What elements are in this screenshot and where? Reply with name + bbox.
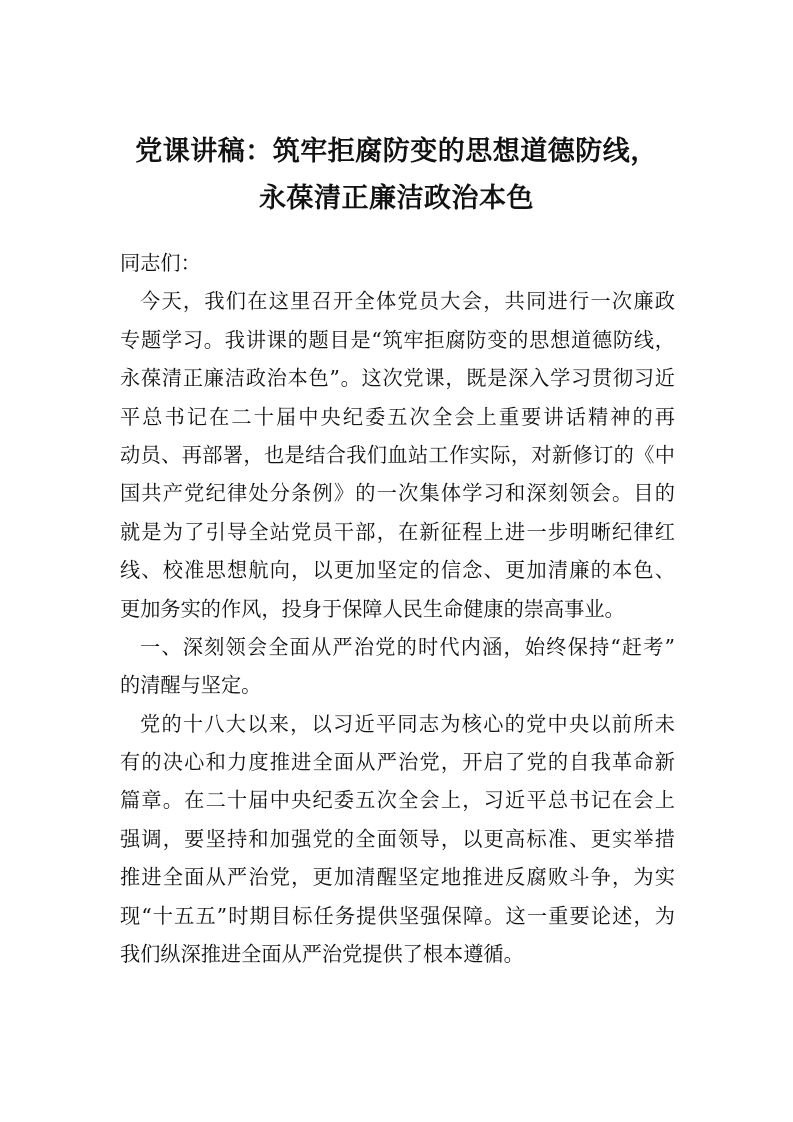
- paragraph-line: 今天，我们在这里召开全体党员大会，共同进行一次廉政: [140, 289, 675, 314]
- section-heading-line: 一、深刻领会全面从严治党的时代内涵，始终保持“赶考”: [140, 634, 675, 659]
- paragraph-line: 平总书记在二十届中央纪委五次全会上重要讲话精神的再: [120, 404, 675, 429]
- paragraph-line: 动员、再部署，也是结合我们血站工作实际，对新修订的《中: [120, 442, 675, 467]
- salutation: 同志们：: [120, 251, 201, 275]
- paragraph-line: 现“十五五”时期目标任务提供坚强保障。这一重要论述，为: [120, 903, 675, 928]
- paragraph-line: 推进全面从严治党，更加清醒坚定地推进反腐败斗争，为实: [120, 865, 675, 890]
- paragraph-line: 党的十八大以来，以习近平同志为核心的党中央以前所未: [140, 711, 675, 736]
- paragraph-line: 线、校准思想航向，以更加坚定的信念、更加清廉的本色、: [120, 558, 675, 583]
- paragraph-line: 就是为了引导全站党员干部，在新征程上进一步明晰纪律红: [120, 519, 675, 544]
- paragraph-line: 更加务实的作风，投身于保障人民生命健康的崇高事业。: [120, 596, 625, 621]
- paragraph-line: 篇章。在二十届中央纪委五次全会上，习近平总书记在会上: [120, 788, 675, 813]
- title-line-2: 永葆清正廉洁政治本色: [259, 183, 534, 214]
- paragraph-line: 我们纵深推进全面从严治党提供了根本遵循。: [120, 942, 524, 967]
- section-heading-line: 的清醒与坚定。: [120, 673, 262, 698]
- paragraph-line: 专题学习。我讲课的题目是“筑牢拒腐防变的思想道德防线，: [120, 327, 675, 352]
- document-body: [120, 244, 675, 973]
- paragraph-line: 永葆清正廉洁政治本色”。这次党课，既是深入学习贯彻习近: [120, 366, 675, 391]
- paragraph-line: 国共产党纪律处分条例》的一次集体学习和深刻领会。目的: [120, 481, 675, 506]
- paragraph-line: 有的决心和力度推进全面从严治党，开启了党的自我革命新: [120, 750, 675, 775]
- title-line-1: 党课讲稿：筑牢拒腐防变的思想道德防线，: [135, 136, 658, 167]
- document-title: [100, 128, 693, 222]
- paragraph-line: 强调，要坚持和加强党的全面领导，以更高标准、更实举措: [120, 826, 675, 851]
